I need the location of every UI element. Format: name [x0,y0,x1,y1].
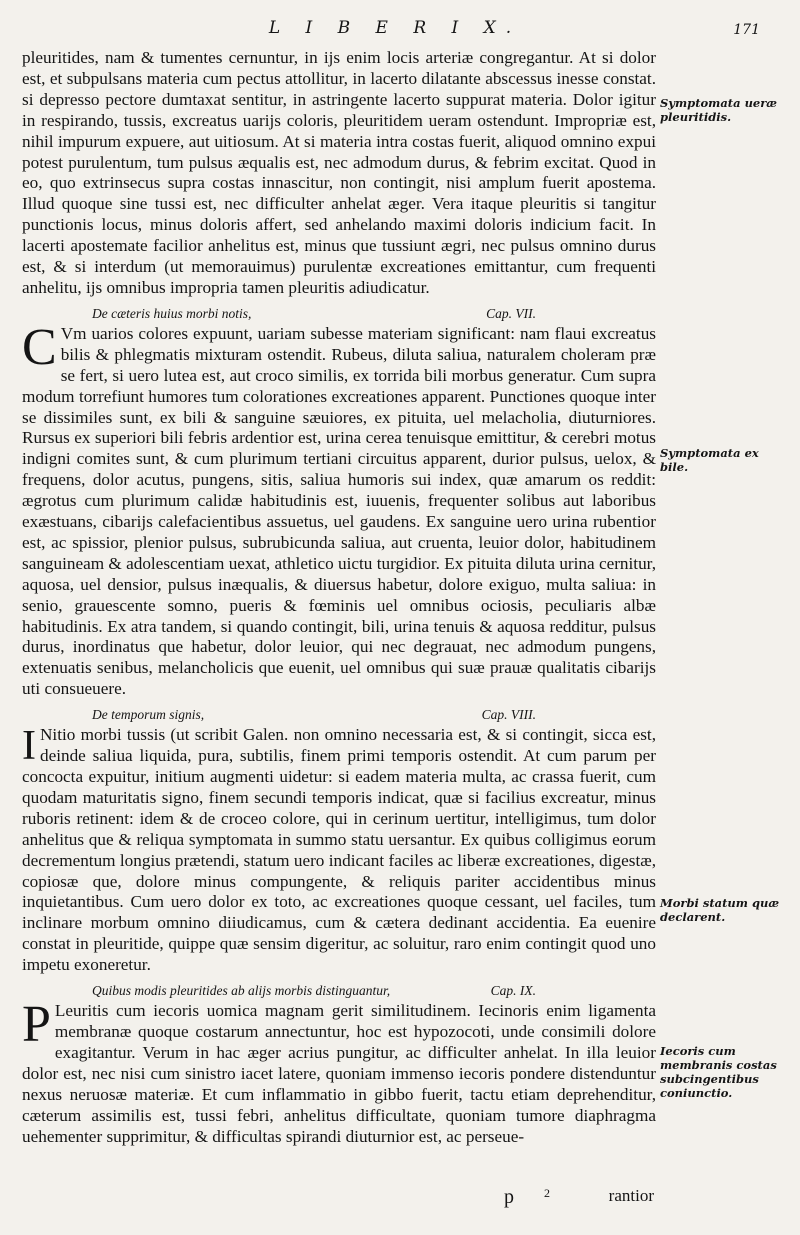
margin-note: Iecoris cum membranis costas subcingentibus coniunctio. [660,1044,777,1100]
paragraph-chapter-7: Vm uarios colores expuunt, uariam subesse materiam significant: nam flaui excreatus bilis & phlegmatis mixturam ostendit. Rubeus, diluta saliua, naturalem choleram præ se fert, si uero lutea est, aut croco similis, ex torrida bili morbus generatur. Cum supra modum torrefiunt humores tum colorationes excreationes apparent. Punctiones quoque inter se dissimiles sunt, ex bili & sanguine sæuiores, ex pituita, uel melacholia, diuturniores. Rursus ex superiori bili febris ardentior est, urina cerea tenuisque emittitur, & cerebri motus indigni comites sunt, & cum plurimum tertiani circuitus apparent, durior pulsus, uelox, & frequens, dolor acutus, pungens, sitis, saliua humoris sui index, quæ amarum os reddit: ægrotus cum plurimum calidæ habitudinis est, iuuenis, frequenter solibus aut laboribus exæstuans, cibarijs calefacientibus assuetus, uel gaudens. Ex sanguine uero urina rubentior est, ac spissior, plenior pulsus, subrubicunda saliua, aut cruenta, leuior dolor, habitudinem sanguineam & adolescentiam uexat, athletico uictu turgidior. Ex pituita diluta urina cernitur, aquosa, uel densior, pulsus inæqualis, & diuersus habetur, dolore exiguo, multa saliua: in senio, grauescente somno, pueris & fœminis uel omnibus ociosis, peculiaris albæ habitudinis. Ex atra tandem, si quando contingit, bili, urina tenuis & aquosa redditur, pulsus durus, inordinatus que habetur, dolor leuior, qui nec degrauat, nec admodum pungens, extenuatis senibus, melancholicis que euenit, uel omnibus qui suæ prauæ qualitatis cibarijs uti consueuere. [22,323,656,699]
chapter-title: De cæteris huius morbi notis, [92,305,252,321]
page-number: 171 [733,22,760,38]
margin-note: Symptomata ueræ pleuritidis. [660,96,778,124]
drop-initial: I [22,723,36,770]
catchword: rantior [608,1186,654,1205]
chapter-heading-8 [22,706,656,723]
running-head: L I B E R I X. [268,18,522,38]
signature-mark: p [504,1186,514,1208]
chapter-number: Cap. VIII. [481,707,536,723]
chapter-number: Cap. IX. [490,983,536,999]
paragraph-continuation: pleuritides, nam & tumentes cernuntur, in ijs enim locis arteriæ congregantur. At si dolor est, et subpulsans materia cum pectus attollitur, in lacerto dilatante abscessus inesse constat. si depresso pectore dumtaxat sentitur, in astringente lacerto suppurat materia. Dolor igitur in respirando, tussis, excreatus uarijs coloris, pleuritidem ueram ostendunt. Impropriæ est, nihil impurum expuere, aut uitiosum. At si materia intra costas fuerit, aliquod omnino expui potest purulentum, tum pulsus æqualis est, nec admodum durus, & febrim excitat. Quod in eo, quo extrinsecus supra costas innascitur, non contingit, nisi amplum fuerit apostema. Illud quoque sine tussi est, nec difficulter anhelat æger. Vera itaque pleuritis si tangitur punctionis locus, minus doloris affert, sed anhelando maximi doloris indicium facit. In lacerti apostemate facilior anhelitus est, minus que tussiunt ægri, nec pulsus omnino durus est, & si interdum (ut memorauimus) purulentæ excreationes emittantur, cum frequenti anhelitu, ijs omnibus impropria tamen pleuritis adiudicatur. [22,48,656,297]
chapter-title: De temporum signis, [92,707,205,723]
chapter-heading-9 [22,982,656,999]
margin-note: Morbi statum quæ declarent. [660,896,780,924]
drop-initial: C [22,318,57,376]
chapter-title: Quibus modis pleuritides ab alijs morbis distinguantur, [92,983,391,999]
body-column [22,48,656,1147]
paragraph-chapter-8: Nitio morbi tussis (ut scribit Galen. non omnino necessaria est, & si contingit, sicca est, deinde saliua liquida, pura, subtilis, finem primi temporis ostendit. At cum parum per concocta expuitur, initium augmenti uidetur: si eadem materia multa, ac crassa fuerit, cum quodam maturitatis signo, finem secundi temporis indicat, quæ si facilius excreatur, minus ruboris retinent: idem & de croceo colore, qui in cerinum uertitur, intelligimus, tum dolor anhelitus que & reliqua symptomata in summo statu uersantur. Ex quibus colligimus eorum decrementum longius prætendi, statum uero indicant faciles ac liberæ excreationes, digestæ, copiosæ que, dolore minus compungente, & reliquis pariter accidentibus minus inquietantibus. Cum uero dolor ex toto, ac excreationes quoque cessant, uel faciles, tum inclinare morbum omnino diiudicamus, cum & cætera dedinant accidentia. Ea euenire constat in pleuritide, quippe quæ sensim digeritur, ac soluitur, raro enim contingit quod uno impetu exoneretur. [22,725,656,975]
page-footer [22,1186,656,1212]
chapter-heading-7 [22,305,656,322]
paragraph-chapter-9: Leuritis cum iecoris uomica magnam gerit similitudinem. Iecinoris enim ligamenta membranæ quoque costarum annectuntur, hoc est hypozocoti, unde consimili dolore exagitantur. Verum in hac æger acrius pungitur, ac difficulter anhelat. In illa leuior dolor est, nec nisi cum sinistro iacet latere, quoniam immenso iecoris pondere distenduntur nexus neruosæ materiæ. Et cum inflammatio in gibbo fuerit, tactu etiam deprehenditur, cæterum assimilis est, tussi febri, anhelitus difficultate, quoniam tumore diaphragma uehementer supprimitur, & difficultas spirandi diuturnior est, ac perseue- [22,1001,656,1146]
chapter-number: Cap. VII. [486,305,536,321]
margin-note: Symptomata ex bile. [660,446,759,474]
signature-number: 2 [544,1186,550,1200]
drop-initial: P [22,996,51,1054]
